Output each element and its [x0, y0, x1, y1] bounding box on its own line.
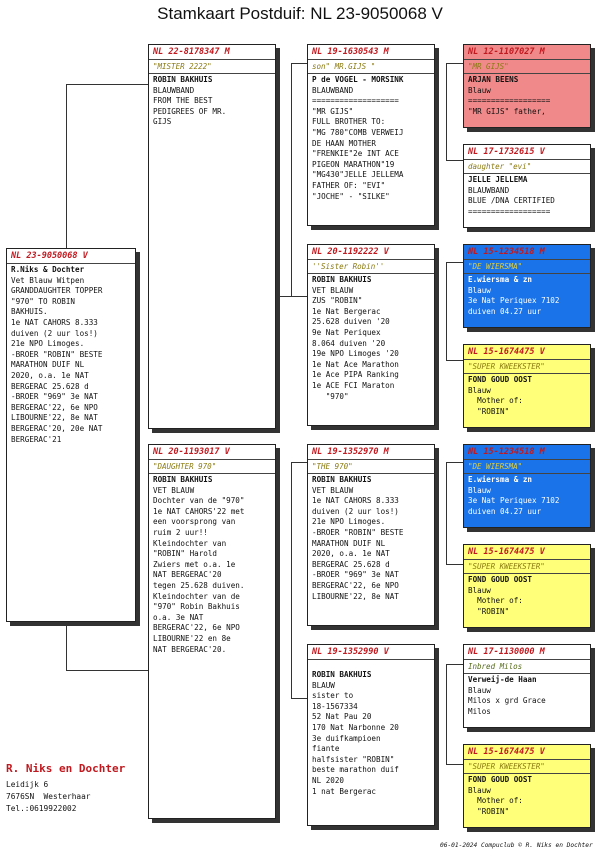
- pigeon-card-mff[interactable]: [463, 444, 591, 528]
- description: BLAUWBAND BLUE /DNA CERTIFIED ==================: [468, 185, 555, 216]
- pigeon-card-mm[interactable]: [307, 644, 435, 826]
- connector-line: [446, 63, 463, 64]
- connector-line: [446, 160, 463, 161]
- pigeon-card-fm[interactable]: [307, 244, 435, 426]
- ring-number: NL 20-1193017 V: [149, 445, 275, 460]
- ring-number: NL 17-1732615 V: [464, 145, 590, 160]
- pigeon-card-mmf[interactable]: [463, 644, 591, 728]
- pigeon-details: [464, 774, 590, 818]
- ring-number: NL 19-1630543 M: [308, 45, 434, 60]
- ring-number: NL 15-1674475 V: [464, 545, 590, 560]
- description: Blauw Milos x grd Grace Milos: [468, 685, 546, 716]
- description: Vet Blauw Witpen GRANDDAUGHTER TOPPER "970" TO ROBIN BAKHUIS. 1e NAT CAHORS 8.333 duiven (2 uur los!) 21e NPO Limoges. -BROER "ROBIN" BESTE MARATHON DUIF NL 2020, o.a. 1e NAT BERGERAC 25.628 d -BROER "969" 3e NAT BERGERAC'22, 6e NPO LIBOURNE'22, 8e NAT BERGERAC'20, 20e NAT BERGERAC'21: [11, 275, 103, 444]
- ring-number: NL 22-8178347 M: [149, 45, 275, 60]
- owner-name: JELLE JELLEMA: [468, 175, 528, 184]
- description: Blauw Mother of: "ROBIN": [468, 385, 523, 416]
- pigeon-card-father[interactable]: [148, 44, 276, 429]
- pigeon-card-ffm[interactable]: [463, 144, 591, 228]
- connector-line: [276, 296, 307, 297]
- pigeon-card-fmm[interactable]: [463, 344, 591, 428]
- print-date: 06-01-2024 Compuclub © R. Niks en Dochter: [440, 842, 593, 849]
- nickname: "DAUGHTER 970": [149, 460, 275, 474]
- ring-number: NL 19-1352970 M: [308, 445, 434, 460]
- nickname: daughter "evi": [464, 160, 590, 174]
- nickname: "DE WIERSMA": [464, 260, 590, 274]
- breeder-address: Leidijk 6 7676SN Westerhaar Tel.:0619922002: [6, 780, 91, 813]
- pigeon-details: [464, 674, 590, 718]
- connector-line: [446, 63, 447, 160]
- description: Blauw Mother of: "ROBIN": [468, 585, 523, 616]
- nickname: "THE 970": [308, 460, 434, 474]
- description: Blauw 3e Nat Periquex 7102 duiven 04.27 uur: [468, 285, 560, 316]
- owner-name: E.wiersma & zn: [468, 275, 533, 284]
- connector-line: [446, 360, 463, 361]
- pigeon-card-fff[interactable]: [463, 44, 591, 128]
- ring-number: NL 12-1107027 M: [464, 45, 590, 60]
- connector-line: [291, 63, 307, 64]
- owner-name: Verweij-de Haan: [468, 675, 537, 684]
- pigeon-details: [308, 660, 434, 798]
- connector-line: [66, 84, 150, 85]
- pigeon-card-fmf[interactable]: [463, 244, 591, 328]
- connector-line: [446, 664, 447, 764]
- pigeon-details: [464, 174, 590, 218]
- description: Blauw 3e Nat Periquex 7102 duiven 04.27 uur: [468, 485, 560, 516]
- connector-line: [446, 462, 463, 463]
- pigeon-details: [308, 274, 434, 403]
- description: BLAUW sister to 18-1567334 52 Nat Pau 20 170 Nat Narbonne 20 3e duifkampioen fiante halfsister "ROBIN" beste marathon duif NL 2020 1 nat Bergerac: [312, 680, 399, 796]
- description: BLAUWBAND FROM THE BEST PEDIGREES OF MR. GIJS: [153, 85, 227, 127]
- ring-number: NL 17-1130000 M: [464, 645, 590, 660]
- owner-name: ROBIN BAKHUIS: [153, 475, 213, 484]
- page-title: Stamkaart Postduif: NL 23-9050068 V: [157, 4, 443, 23]
- connector-line: [446, 262, 463, 263]
- owner-name: ARJAN BEENS: [468, 75, 519, 84]
- owner-name: ROBIN BAKHUIS: [312, 670, 372, 679]
- pigeon-details: [149, 474, 275, 656]
- ring-number: NL 15-1234518 M: [464, 245, 590, 260]
- ring-number: NL 15-1234518 M: [464, 445, 590, 460]
- connector-line: [446, 564, 463, 565]
- ring-number: NL 20-1192222 V: [308, 245, 434, 260]
- owner-name: ROBIN BAKHUIS: [153, 75, 213, 84]
- ring-number: NL 19-1352990 V: [308, 645, 434, 660]
- nickname: "SUPER KWEEKSTER": [464, 360, 590, 374]
- pigeon-card-mother[interactable]: [148, 444, 276, 819]
- connector-line: [291, 698, 307, 699]
- breeder-name: R. Niks en Dochter: [6, 762, 126, 775]
- pigeon-card-mfm[interactable]: [463, 544, 591, 628]
- connector-line: [291, 462, 292, 698]
- nickname: "SUPER KWEEKSTER": [464, 760, 590, 774]
- owner-name: ROBIN BAKHUIS: [312, 275, 372, 284]
- connector-line: [291, 63, 292, 296]
- description: VET BLAUW Dochter van de "970" 1e NAT CAHORS'22 met een voorsprong van ruim 2 uur!! Kleindochter van "ROBIN" Harold Zwiers met o.a. 1e NAT BERGERAC'20 tegen 25.628 duiven. Kleindochter van de "970" Robin Bakhuis o.a. 3e NAT BERGERAC'22, 6e NPO LIBOURNE'22 en 8e NAT BERGERAC'20.: [153, 485, 245, 654]
- pigeon-details: [308, 74, 434, 203]
- pigeon-details: [464, 474, 590, 518]
- connector-line: [66, 622, 67, 670]
- description: Blauw ================== "MR GIJS" father,: [468, 85, 551, 116]
- connector-line: [291, 462, 307, 463]
- connector-line: [446, 462, 447, 564]
- connector-line: [446, 764, 463, 765]
- pigeon-card-mmm[interactable]: [463, 744, 591, 828]
- connector-line: [66, 670, 150, 671]
- owner-name: FOND GOUD OOST: [468, 575, 533, 584]
- owner-name: FOND GOUD OOST: [468, 375, 533, 384]
- nickname: "MISTER 2222": [149, 60, 275, 74]
- ring-number: NL 23-9050068 V: [7, 249, 135, 264]
- description: BLAUWBAND =================== "MR GIJS" FULL BROTHER TO: "MG 780"COMB VERWEIJ DE HAAN MOTHER "FRENKIE"2e INT ACE PIGEON MARATHON"19 "MG430"JELLE JELLEMA FATHER OF: "EVI" "JOCHE" - "SILKE": [312, 85, 404, 201]
- nickname: "DE WIERSMA": [464, 460, 590, 474]
- connector-line: [446, 664, 463, 665]
- nickname: Inbred Milos: [464, 660, 590, 674]
- description: Blauw Mother of: "ROBIN": [468, 785, 523, 816]
- description: VET BLAUW ZUS "ROBIN" 1e Nat Bergerac 25.628 duiven '20 9e Nat Periquex 8.064 duiven '20 19e NPO Limoges '20 1e Nat Ace Marathon 1e Ace PIPA Ranking 1e ACE FCI Maraton "970": [312, 285, 399, 401]
- owner-name: E.wiersma & zn: [468, 475, 533, 484]
- pigeon-details: [464, 574, 590, 618]
- pigeon-card-subject[interactable]: [6, 248, 136, 622]
- pigeon-card-ff[interactable]: [307, 44, 435, 226]
- nickname: "MR GIJS": [464, 60, 590, 74]
- nickname: ''Sister Robin'': [308, 260, 434, 274]
- ring-number: NL 15-1674475 V: [464, 745, 590, 760]
- pigeon-card-mf[interactable]: [307, 444, 435, 626]
- connector-line: [446, 262, 447, 360]
- ring-number: NL 15-1674475 V: [464, 345, 590, 360]
- pigeon-details: [7, 264, 135, 446]
- pigeon-details: [308, 474, 434, 603]
- owner-name: R.Niks & Dochter: [11, 265, 85, 274]
- pigeon-details: [464, 274, 590, 318]
- owner-name: FOND GOUD OOST: [468, 775, 533, 784]
- owner-name: ROBIN BAKHUIS: [312, 475, 372, 484]
- description: VET BLAUW 1e NAT CAHORS 8.333 duiven (2 uur los!) 21e NPO Limoges. -BROER "ROBIN" BESTE MARATHON DUIF NL 2020, o.a. 1e NAT BERGERAC 25.628 d -BROER "969" 3e NAT BERGERAC'22, 6e NPO LIBOURNE'22, 8e NAT: [312, 485, 404, 601]
- nickname: "SUPER KWEEKSTER": [464, 560, 590, 574]
- connector-line: [66, 84, 67, 250]
- pigeon-details: [464, 374, 590, 418]
- owner-name: P de VOGEL - MORSINK: [312, 75, 404, 84]
- nickname: son" MR.GIJS ": [308, 60, 434, 74]
- pigeon-details: [464, 74, 590, 118]
- pigeon-details: [149, 74, 275, 129]
